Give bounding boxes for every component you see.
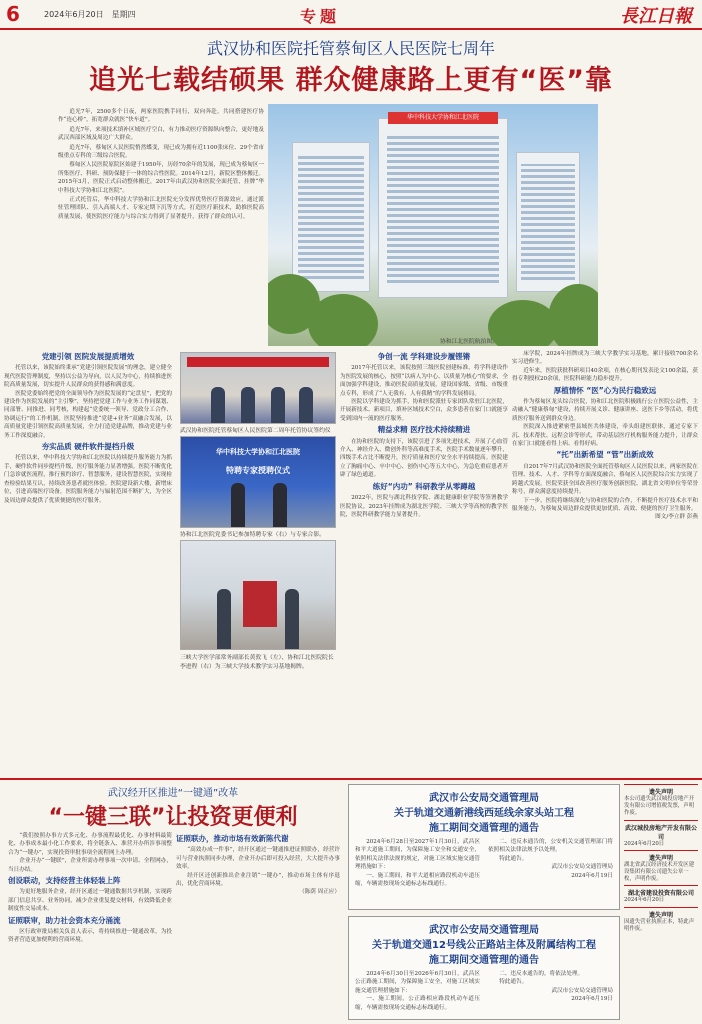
banner-title: 华中科技大学协和江北医院 (216, 447, 300, 456)
person (217, 589, 231, 649)
subheading: 厚植情怀 “医”心为民行稳致远 (553, 385, 657, 395)
notice-signature: 武汉市公安局交通管理局 (551, 864, 613, 871)
lower-column-1 (8, 832, 172, 1020)
paragraph: 为更好地服务企业，经开区通过一键通数据共享机制，实现跨部门信息共享、业务协同，减少企业重复提交材料，有效降低企业制度性交易成本。 (8, 889, 172, 913)
paragraph: 二、违反本通告的，将依法处理。 (499, 971, 584, 977)
building-left (292, 142, 370, 292)
ad-body: 本公司遗失武汉城投房地产开发有限公司增值税发票，声明作废。 (624, 796, 695, 817)
photo-caption: 三峡大学医学部常务副部长黄敦飞（左）、协和江北医院院长李进程（右）为三峡大学技术教学实习基地揭牌。 (180, 655, 334, 670)
hospital-aerial-photo (268, 104, 598, 346)
lower-kicker: 武汉经开区推进“一键通”改革 (107, 788, 239, 799)
photo-caption: 武汉协和医院托管蔡甸区人民医院第二周年托管协议签约仪 (180, 428, 331, 434)
notice-title: 关于轨道交通新港线西延线余家头站工程 (394, 808, 574, 819)
lead-paragraph: 追光7年，来项技术填补区域医疗空白，有力推动医疗资源纵向整合，更好地及武汉西部区域及周边广大群众。 (58, 126, 264, 142)
paragraph: 特此通告。 (499, 979, 528, 986)
subheading: 证照联办，推动市场有效新陈代谢 (176, 834, 289, 843)
photo-caption: 协和江北医院航拍图。 (440, 339, 498, 345)
person (241, 387, 255, 423)
paragraph: 2017年托管以来，该院按照三级医院创建标准，将学科建设作为医院发展的核心，按照“以病人为中心、以质量为核心”的要求，全面加强学科建设，推动医院高质量发展。建设国家级、省级、市级重点专科，形成了“人无我有、人有我精”的学科发展格局。 (340, 365, 508, 397)
tree (548, 284, 598, 346)
lead-paragraph: 正式托管后，华中科技大学协和江北医院充分发挥优势医疗资源效应，通过派驻管理团队、引入高端人才、专家定期下沉等方式，打造医疗新技术，助推医院高质量发展，使医院医疗能力与综合实力得到了显著提升，获得了群众的认可。 (58, 197, 264, 220)
person (273, 483, 287, 527)
paragraph: 托管以来，华中科技大学协和江北医院以持续提升服务能力为抓手，硬件软件同步提档升级，医疗服务能力显著增强。医院不断优化门急诊就医流程，推行预约诊疗、智慧服务，建设智慧医院，实现检查检验结果互认，持续改善患者就医体验。医院建设新大楼，新增床位，引进高端医疗设备，医院服务能力与辐射范围不断扩大，为全区及周边群众提供了优质便捷的医疗服务。 (4, 455, 172, 504)
notice-subtitle: 施工期间交通管理的通告 (429, 823, 539, 834)
ad-body: 2024年6月20日 (624, 840, 665, 847)
paragraph: 企业开办“一键联”，企业所需办理事项一次申请、全程网办，当日办结。 (8, 858, 172, 873)
lead-text (58, 108, 264, 340)
ad-body: 因遗失营业执照正本，特此声明作废。 (624, 918, 695, 932)
author-credit: 图文/李立群 彭燕 (655, 514, 698, 521)
paragraph: 近年来，医院获批科研项目40余项，在核心期刊发表论文100余篇，获得专利授权20余项，医院科研能力稳步提升。 (512, 367, 698, 383)
paragraph: 2022年，医院与湖北科技学院、湖北健康职业学院等签署教学医院协议。2023年挂牌成为湖北医学院、三峡大学等高校的教学医院，医院科研教学能力显著提升。 (340, 495, 508, 518)
section-title: 专题 (300, 7, 341, 26)
paragraph: 医院深入推进紧密型县域医共体建设，牵头组建医联体，通过专家下沉、技术帮扶、远程会诊等形式，带动基层医疗机构服务能力提升，让群众在家门口就能看得上病、看得好病。 (512, 424, 698, 448)
person (299, 387, 313, 423)
plaque (243, 581, 277, 627)
notice-issuer: 武汉市公安局交通管理局 (429, 793, 539, 804)
traffic-notice-2 (348, 916, 620, 1020)
ad-title: 湖北省建设投资有限公司 (627, 890, 694, 898)
notice-subtitle: 施工期间交通管理的通告 (429, 955, 539, 966)
paragraph: 一、施工期间，公正路相应路段机动车道压缩，车辆需按现场交通标志标线通行。 (355, 996, 480, 1011)
paragraph: 床学院，2024年挂牌成为三峡大学教学实习基地，累计接收700余名实习进修生。 (512, 351, 698, 366)
person (211, 387, 225, 423)
lead-paragraph: 追光7年，2500多个日夜，两家医院携手同行，双向奔赴，共同搭建医疗协作“连心桥”，拓宽群众就医“快车道”。 (58, 109, 264, 124)
paragraph: 2024年6月30日至2026年6月30日，武昌区公正路施工期间，为保障施工安全，对施工区域实施交通管理措施如下： (355, 971, 480, 994)
hospital-sign: 华中科技大学协和江北医院 (388, 112, 498, 124)
banner (187, 357, 329, 367)
paragraph: 医院党委始终把党的全面领导作为医院发展的“定盘星”，把党的建设作为医院发展的“主引擎”，坚持把党建工作与业务工作同谋划、同部署、同推进、同考核，构建起“党委统一领导、党政分工合作、协调运行”的工作机制。医院坚持推进“党建+业务”双融合发展，以高质量党建引领医院高质量发展，全力打造党建品牌，推动党建与业务工作深度融合。 (4, 390, 172, 439)
classified-ads (624, 784, 698, 1020)
paragraph: 自2017年7月武汉协和医院全面托管蔡甸区人民医院以来，两家医院在管理、技术、人才、学科等方面深度融合，蔡甸区人民医院综合实力实现了跨越式发展。医院荣获全国改善医疗服务创新医院、湖北省文明单位等荣誉称号，群众满意度持续提升。 (512, 463, 698, 496)
ad-body: 湖北省武汉经济技术开发区建设集团有限公司遗失公章一枚，声明作废。 (624, 861, 695, 883)
lead-paragraph: 追光7年，蔡甸区人民医院悄然蝶变，现已成为拥有近1100张床位、29个省市级重点专科的三级综合医院。 (58, 144, 264, 160)
paragraph: 二、违反本通告的，公安机关交通管理部门将依照相关法律法规予以处理。 (488, 839, 613, 854)
notice-date: 2024年6月19日 (571, 996, 613, 1003)
traffic-notice-1 (348, 784, 620, 910)
tree (308, 294, 378, 346)
ad-title: 遗失声明 (648, 911, 673, 919)
lower-headline: “一键三联”让投资更便利 (48, 805, 298, 830)
newspaper-logo: 長江日報 (620, 6, 692, 27)
subheading: 精益求精 医疗技术持续精进 (377, 425, 471, 435)
column-4 (512, 350, 698, 780)
issue-date: 2024年6月20日 星期四 (44, 10, 136, 19)
notice-signature: 武汉市公安局交通管理局 (551, 987, 613, 994)
paragraph: 在协和医院的支持下，该院引进了多项先进技术，开展了心血管介入、神经介入、微创外科等高难度手术，医院手术数量逐年攀升，四级手术占比不断提升，医疗质量和医疗安全水平持续提高。医院建立了胸痛中心、卒中中心、创伤中心等五大中心，为急危重症患者开辟了绿色通道。 (340, 438, 508, 479)
subheading: 创设联动，支持经营主体轻装上阵 (8, 876, 121, 886)
paragraph: 特此通告。 (499, 855, 528, 862)
page-header (0, 0, 702, 30)
article-kicker: 武汉协和医院托管蔡甸区人民医院七周年 (206, 39, 495, 58)
person (231, 483, 245, 527)
paragraph: “高效办成一件事”，经开区通过一键通推进证照联办，经营许可与营业执照同步办理，企业开办后即可投入经营，大大提升办事效率。 (176, 847, 340, 871)
column-3 (340, 350, 508, 780)
subheading: 夯实品质 硬件软件提档升级 (41, 442, 135, 452)
building-right (516, 152, 580, 292)
ad-title: 遗失声明 (648, 789, 673, 796)
lower-column-2 (176, 832, 340, 1020)
signing-ceremony-photo (180, 352, 336, 424)
person (285, 589, 299, 649)
notice-issuer: 武汉市公安局交通管理局 (429, 925, 539, 936)
subheading: 争创一流 学科建设步履铿锵 (377, 352, 471, 361)
paragraph: 区行政审批局相关负责人表示，将持续推进一键通改革，为投资者营造更加便利的营商环境。 (8, 929, 172, 944)
ad-item (624, 784, 698, 820)
ad-body: 2024年6月20日 (624, 897, 665, 904)
building-main (378, 118, 508, 298)
ad-item (624, 907, 698, 935)
plaque-unveiling-photo (180, 540, 336, 650)
article-headline: 追光七载结硕果 群众健康路上更有“医”靠 (89, 65, 613, 96)
paragraph: 作为蔡甸区龙头综合医院，协和江北医院积极践行公立医院公益性，主动融入“健康蔡甸”建设，持续开展义诊、健康讲座、送医下乡等活动，将优质医疗服务送到群众身边。 (512, 399, 698, 422)
paragraph: 托管以来，该院始终秉承“党建引领医院发展”的理念，建立健全现代医院管理制度，坚持以公益为导向，以人民为中心，持续推进医院高质量发展，切实提升人民群众的获得感和满意度。 (4, 365, 172, 389)
paragraph: 下一步，医院将继续深化与协和医院的合作，不断提升医疗技术水平和服务能力，为蔡甸及周边群众提供更加优质、高效、便捷的医疗卫生服务。 (512, 497, 698, 512)
banner-subtitle: 特聘专家授聘仪式 (226, 465, 290, 475)
ad-item (624, 820, 698, 850)
column-1 (4, 350, 172, 760)
subheading: 党建引领 医院发展提质增效 (41, 352, 135, 361)
notice-date: 2024年6月19日 (571, 872, 613, 879)
expert-ceremony-photo (180, 436, 336, 528)
paragraph: 一、施工期间，和平大道相应路段机动车道压缩，车辆需按现场交通标志标线通行。 (355, 872, 480, 888)
ad-title: 武汉城投房地产开发有限公司 (624, 824, 697, 841)
subheading: “托”出新希望 “管”出新成效 (556, 450, 654, 460)
paragraph: 经开区还创新推出企业注销“一键办”，推动市场主体有序退出，优化营商环境。 (176, 872, 340, 888)
subheading: 证照联审，助力社会资本充分涌流 (8, 915, 121, 925)
paragraph: “我们按照办事方式多元化、办事流程最优化、办事材料最简化、办事成本最小化工作要求，将全链条入、准营开办所涉事项整合为“一键办”，实现投资审批事项全流程网上办理。 (8, 833, 172, 856)
paragraph: 医院以学科建设为抓手，协和医院派驻专家团队常驻江北医院，开展新技术、新项目，填补区域技术空白，众多患者在家门口就能享受到国内一流的医疗服务。 (340, 399, 508, 422)
photo-caption: 协和江北医院党委书记参加特聘专家（右）与专家合影。 (180, 532, 325, 538)
lead-paragraph: 蔡甸区人民医院原院区始建于1950年，历经70余年的发展，现已成为蔡甸区一所集医疗、科研、预防保健于一体的综合性医院。2014年12月，新院区整体搬迁。2015年3月，医院正式启动整体搬迁，2017年由武汉协和医院全面托管，挂牌“华中科技大学协和江北医院”。 (58, 162, 264, 194)
subheading: 练好“内功” 科研教学从零蹲越 (372, 481, 476, 491)
person (271, 387, 285, 423)
notice-title: 关于轨道交通12号线公正路站主体及附属结构工程 (372, 940, 596, 951)
section-divider (0, 778, 702, 780)
page-number: 6 (6, 2, 20, 26)
paragraph: 2024年6月28日至2027年1月30日，武昌区和平大道施工期间，为保障施工安全和交通安全，依照相关法律法规的规定，对施工区域实施交通管理措施如下： (355, 839, 480, 871)
author-credit: （陈荫 周正应） (299, 889, 340, 896)
ad-title: 遗失声明 (648, 854, 673, 862)
ad-item (624, 850, 698, 886)
ad-item (624, 885, 698, 906)
